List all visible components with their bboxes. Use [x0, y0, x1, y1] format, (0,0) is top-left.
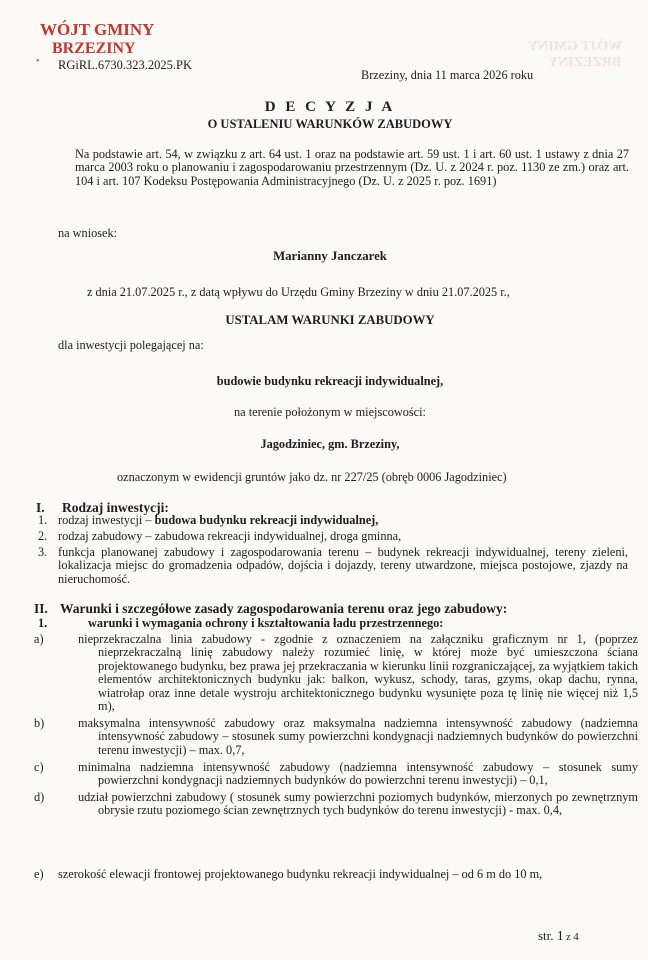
condition-b: maksymalna intensywność zabudowy oraz maksymalna nadziemna intensywność zabudowy (nadziemna intensywność zabudowy – stosunek sumy powierzchni kondygnacji nadziemnych budynków do powierzchni terenu inwestycji) – max. 0,7, [78, 716, 638, 757]
reference-number: RGiRL.6730.323.2025.PK [58, 58, 193, 72]
section-1-item-3: funkcja planowanej zabudowy i zagospodarowania terenu – budynek rekreacji indywidualnej, tereny zieleni, lokalizacja miejsc do gromadzenia odpadów, dojścia i dojazdy, tereny utwardzone, miejsca postojowe, zjazdy na nieruchomość. [58, 545, 628, 586]
section-1-title: Rodzaj inwestycji: [62, 500, 169, 515]
bullet-mark: • [36, 56, 40, 67]
document-subtitle: O USTALENIU WARUNKÓW ZABUDOWY [207, 117, 453, 131]
section-2-sub-number: 1. [38, 616, 48, 630]
item-letter: b) [34, 716, 45, 730]
located-in-label: na terenie położonym w miejscowości: [234, 405, 426, 419]
section-1-item-number: 3. [38, 545, 48, 559]
ghost-stamp-line1: WÓJT GMINY [528, 39, 623, 54]
document-title: D E C Y Z J A [264, 99, 396, 115]
request-date: z dnia 21.07.2025 r., z datą wpływu do Urzędu Gminy Brzeziny w dniu 21.07.2025 r., [87, 285, 510, 299]
decision-statement: USTALAM WARUNKI ZABUDOWY [225, 313, 435, 327]
parcel-designation: oznaczonym w ewidencji gruntów jako dz. nr 227/25 (obręb 0006 Jagodziniec) [117, 470, 507, 484]
section-1-number: I. [36, 500, 45, 515]
page-total: 4 [573, 931, 579, 943]
item-1-bold: budowa budynku rekreacji indywidualnej, [154, 513, 379, 527]
item-letter: d) [34, 790, 45, 804]
place-date: Brzeziny, dnia 11 marca 2026 roku [361, 68, 534, 82]
section-1-item-2: rodzaj zabudowy – zabudowa rekreacji indywidualnej, droga gminna, [58, 529, 402, 543]
condition-e: szerokość elewacji frontowej projektowanego budynku rekreacji indywidualnej – od 6 m do 10 m, [58, 867, 543, 881]
applicant-name: Marianny Janczarek [273, 249, 387, 263]
section-1-item-number: 1. [38, 513, 48, 527]
page-current: 1 [556, 929, 564, 944]
legal-basis: Na podstawie art. 54, w związku z art. 64 ust. 1 oraz na podstawie art. 59 ust. 1 i art. 60 ust. 1 ustawy z dnia 27 marca 2003 roku o planowaniu i zagospodarowaniu przestrzennym (Dz. U. z 2024 r. poz. 1130 ze zm.) oraz art. 104 i art. 107 Kodeksu Postępowania Administracyjnego (Dz. U. z 2025 r. poz. 1691) [75, 147, 629, 188]
ghost-stamp-line2: BRZEZINY [548, 55, 622, 70]
condition-c: minimalna nadziemna intensywność zabudowy (nadziemna intensywność zabudowy – stosunek sumy powierzchni kondygnacji nadziemnych budynków do powierzchni terenu inwestycji) – 0,1, [78, 760, 638, 788]
section-2-title: Warunki i szczegółowe zasady zagospodarowania terenu oraz jego zabudowy: [60, 601, 508, 616]
item-letter: a) [34, 632, 44, 646]
investment-description: budowie budynku rekreacji indywidualnej, [216, 374, 444, 388]
section-2-sub-title: warunki i wymagania ochrony i kształtowania ładu przestrzennego: [88, 616, 444, 630]
for-investment-label: dla inwestycji polegającej na: [58, 338, 204, 352]
page-prefix: str. [538, 928, 557, 943]
item-letter: e) [34, 867, 44, 881]
page-sep: z [563, 932, 574, 943]
item-1-prefix: rodzaj inwestycji – [58, 513, 155, 527]
page-number [538, 928, 579, 945]
stamp-line1: WÓJT GMINY [40, 20, 155, 39]
condition-d: udział powierzchni zabudowy ( stosunek sumy powierzchni poziomych budynków, mierzonych po zewnętrznym obrysie rzutu poziomego ścian zewnętrznych tych budynków do terenu inwestycji) - max. 0,4, [78, 790, 638, 818]
locality: Jagodziniec, gm. Brzeziny, [260, 437, 400, 451]
on-request-label: na wniosek: [58, 226, 118, 240]
section-2-number: II. [34, 601, 48, 616]
item-letter: c) [34, 760, 44, 774]
condition-a: nieprzekraczalna linia zabudowy - zgodnie z oznaczeniem na załączniku graficznym nr 1, (poprzez nieprzekraczalną linię zabudowy należy rozumieć linię, w której może być umieszczona ściana projektowanego budynku, bez prawa jej przekraczania w kierunku linii rozgraniczającej, za wyjątkiem takich elementów architektonicznych budynku jak: balkon, wykusz, schody, taras, gzyms, okap dachu, rynna, wiatrołap oraz inne detale wystroju architektonicznego budynku wysunięte poza tę linię nie więcej niż 1,5 m), [78, 632, 638, 714]
stamp-line2: BRZEZINY [52, 40, 136, 57]
section-1-item-1 [58, 514, 378, 527]
section-1-item-number: 2. [38, 529, 48, 543]
